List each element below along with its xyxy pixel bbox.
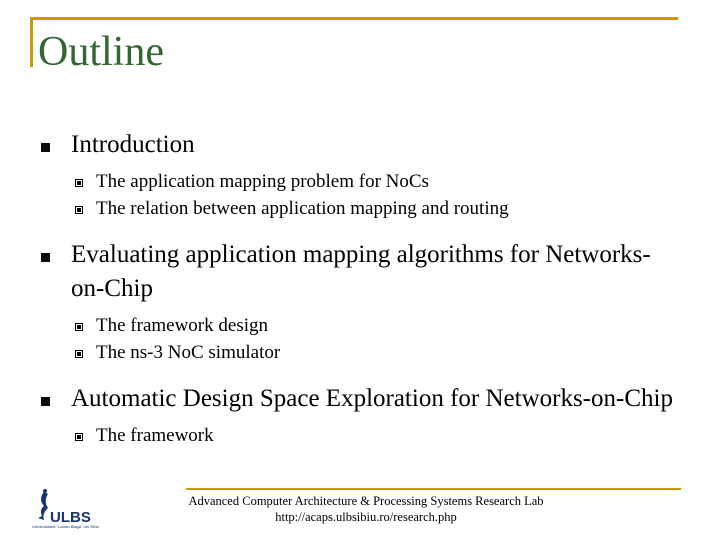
sub-item-label: The framework <box>96 425 214 446</box>
sub-item-label: The framework design <box>96 315 268 336</box>
title-frame-top-line <box>30 17 678 20</box>
footer-divider <box>186 488 681 490</box>
outline-item-label: Automatic Design Space Exploration for Networks-on-Chip <box>71 385 673 412</box>
footer <box>186 493 546 525</box>
outline-item-evaluating-mapping <box>40 238 680 306</box>
footer-lab-name: Advanced Computer Architecture & Processing Systems Research Lab <box>188 494 544 508</box>
hollow-square-bullet-icon <box>75 206 83 214</box>
outline-item-design-space-exploration <box>40 382 680 416</box>
hollow-square-bullet-icon <box>75 350 83 358</box>
outline-item-introduction <box>40 128 680 162</box>
footer-url: http://acaps.ulbsibiu.ro/research.php <box>275 510 457 524</box>
logo-wordmark: ULBS <box>50 509 91 526</box>
title-frame-left-line <box>30 17 33 67</box>
square-bullet-icon <box>41 397 50 406</box>
sub-item-label: The ns-3 NoC simulator <box>96 342 281 363</box>
sublist-design-space-exploration <box>40 422 680 449</box>
sublist-introduction <box>40 168 680 222</box>
sub-item-label: The application mapping problem for NoCs <box>96 171 429 192</box>
sub-item <box>40 422 680 449</box>
sublist-evaluating-mapping <box>40 312 680 366</box>
square-bullet-icon <box>41 253 50 262</box>
sub-item-label: The relation between application mapping and routing <box>96 198 509 219</box>
slide-title: Outline <box>38 29 164 75</box>
hollow-square-bullet-icon <box>75 323 83 331</box>
outline-list <box>40 128 680 449</box>
outline-item-label: Evaluating application mapping algorithms for Networks-on-Chip <box>71 241 651 302</box>
hollow-square-bullet-icon <box>75 433 83 441</box>
sub-item <box>40 339 680 366</box>
square-bullet-icon <box>41 143 50 152</box>
sub-item <box>40 168 680 195</box>
sub-item <box>40 195 680 222</box>
hollow-square-bullet-icon <box>75 179 83 187</box>
logo-caption: Universitatea "Lucian Blaga" din Sibiu <box>32 524 99 529</box>
outline-item-label: Introduction <box>71 131 195 158</box>
sub-item <box>40 312 680 339</box>
